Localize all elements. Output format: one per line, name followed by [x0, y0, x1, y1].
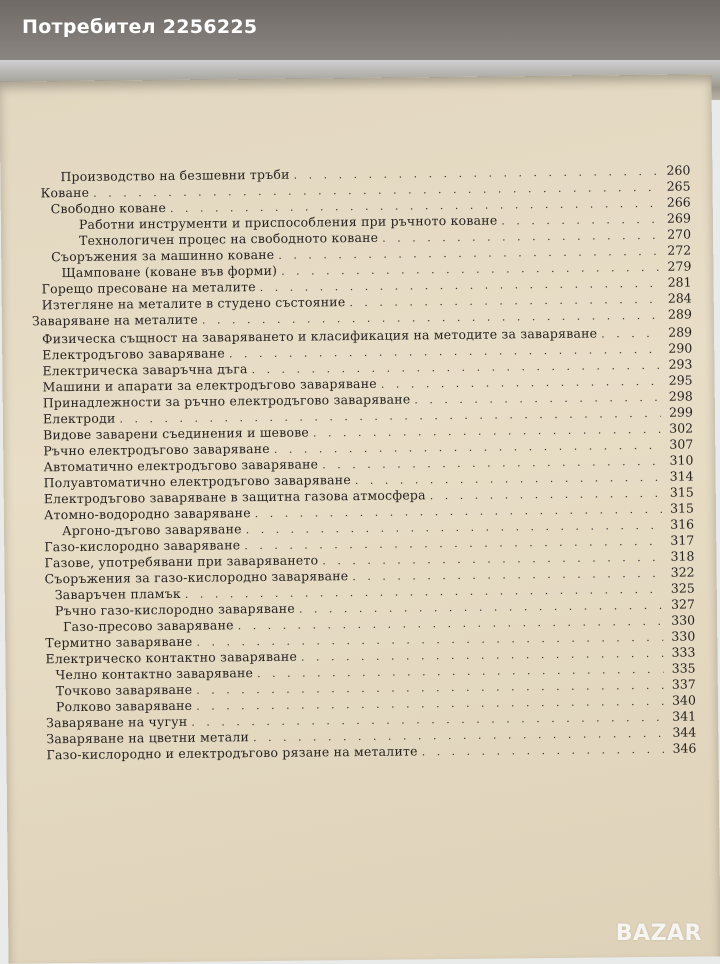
- toc-entry-title: Заваряване на металите: [31, 311, 199, 329]
- book-page: [0, 74, 720, 963]
- toc-entry-title: Полуавтоматично електродъгово заваряване: [43, 472, 351, 491]
- toc-entry-title: Термитно заваряване: [45, 633, 193, 651]
- toc-entry-page: 310: [669, 452, 694, 468]
- toc-entry-title: Принадлежности за ръчно електродъгово заваряване: [42, 391, 411, 411]
- toc-entry-title: Физическа същност на заваряването и класификация на методите за заваряване: [42, 325, 598, 347]
- user-banner: [0, 0, 720, 60]
- toc-entry-page: 265: [666, 178, 691, 194]
- toc-entry-page: 340: [671, 692, 696, 708]
- toc-entry-page: 302: [669, 420, 694, 436]
- toc-entry-title: Аргоно-дъгово заваряване: [62, 521, 242, 539]
- toc-entry-title: Съоръжения за газо-кислородно заваряване: [44, 568, 349, 587]
- toc-entry-page: 344: [672, 724, 697, 740]
- toc-entry-page: 330: [671, 612, 696, 628]
- toc-entry-page: 322: [670, 564, 695, 580]
- toc-entry-title: Съоръжения за машинно коване: [51, 246, 275, 265]
- toc-entry-page: 279: [667, 258, 692, 274]
- toc-entry-title: Работни инструменти и приспособления при ръчното коване: [78, 212, 498, 232]
- toc-entry-page: 314: [669, 468, 694, 484]
- toc-entry-page: 330: [671, 628, 696, 644]
- toc-entry-title: Електрическо контактно заваряване: [45, 648, 298, 667]
- toc-entry-title: Електроди: [42, 410, 116, 427]
- toc-entry-page: 346: [672, 740, 697, 756]
- toc-entry-title: Машини и апарати за електродъгово заваряване: [42, 375, 377, 395]
- toc-entry-title: Точково заваряване: [55, 681, 193, 699]
- toc-entry-title: Челно контактно заваряване: [55, 665, 254, 683]
- bazar-logo: BAZAR: [615, 921, 702, 946]
- toc-entry-title: Газо-кислородно и електродъгово рязане на металите: [46, 743, 418, 763]
- toc-entry-title: Електрическа заваръчна дъга: [42, 361, 248, 379]
- toc-entry-title: Ръчно електродъгово заваряване: [43, 440, 270, 459]
- toc-entry-title: Атомно-водородно заваряване: [43, 505, 251, 523]
- toc-entry-title: Горещо пресоване на металите: [41, 279, 256, 297]
- toc-entry-page: 289: [667, 306, 692, 322]
- toc-entry-title: Коване: [40, 184, 90, 201]
- toc-entry-page: 333: [671, 644, 696, 660]
- toc-entry-title: Технологичен процес на свободното коване: [78, 229, 379, 248]
- toc-entry-page: 341: [672, 708, 697, 724]
- toc-entry-title: Ролково заваряване: [55, 697, 193, 715]
- toc-entry-title: Заваръчен пламък: [54, 585, 181, 603]
- toc-entry-page: 315: [669, 500, 694, 516]
- toc-entry-page: 298: [668, 388, 693, 404]
- toc-entry-page: 284: [667, 290, 692, 306]
- toc-entry-title: Изтегляне на металите в студено състояние: [41, 294, 346, 313]
- toc-entry-page: 318: [670, 548, 695, 564]
- toc-entry-title: Автоматично електродъгово заваряване: [43, 456, 319, 475]
- toc-entry-page: 307: [669, 436, 694, 452]
- toc-entry-page: 289: [668, 324, 693, 340]
- toc-entry-page: 269: [666, 210, 691, 226]
- toc-entry-title: Заваряване на чугун: [46, 713, 188, 731]
- toc-entry-page: 325: [670, 580, 695, 596]
- toc-entry-page: 260: [666, 162, 691, 178]
- toc-entry-page: 266: [666, 194, 691, 210]
- toc-entry-title: Газо-кислородно заваряване: [44, 537, 241, 555]
- toc-leader-dots: [422, 742, 665, 761]
- toc-entry-title: Щамповане (коване във форми): [61, 262, 278, 281]
- toc-entry-page: 295: [668, 372, 693, 388]
- banner-username: Потребител 2256225: [22, 16, 258, 38]
- toc-entry-title: Заваряване на цветни метали: [46, 729, 250, 747]
- toc-entry-page: 270: [667, 226, 692, 242]
- toc-entry-title: Газове, употребявани при заваряването: [44, 552, 319, 571]
- toc-entry-title: Производство на безшевни тръби: [60, 166, 290, 185]
- toc-entry-title: Газо-пресово заваряване: [63, 617, 234, 635]
- toc-entry-page: 293: [668, 356, 693, 372]
- toc-entry-title: Електродъгово заваряване в защитна газова атмосфера: [43, 487, 426, 507]
- toc-entry-page: 316: [670, 516, 695, 532]
- toc-entry-page: 315: [669, 484, 694, 500]
- toc-entry-title: Електродъгово заваряване: [42, 345, 225, 363]
- toc-entry-page: 317: [670, 532, 695, 548]
- toc-entry-page: 272: [667, 242, 692, 258]
- toc-entry-page: 299: [668, 404, 693, 420]
- toc-entry-title: Ръчно газо-кислородно заваряване: [54, 600, 295, 619]
- toc-entry-page: 281: [667, 274, 692, 290]
- toc-entry-page: 327: [670, 596, 695, 612]
- toc-entry-page: 290: [668, 340, 693, 356]
- toc-entry-page: 335: [671, 660, 696, 676]
- toc-entry-page: 337: [671, 676, 696, 692]
- toc-entry-title: Видове заварени съединения и шевове: [43, 424, 310, 443]
- toc-entry-title: Свободно коване: [50, 200, 167, 217]
